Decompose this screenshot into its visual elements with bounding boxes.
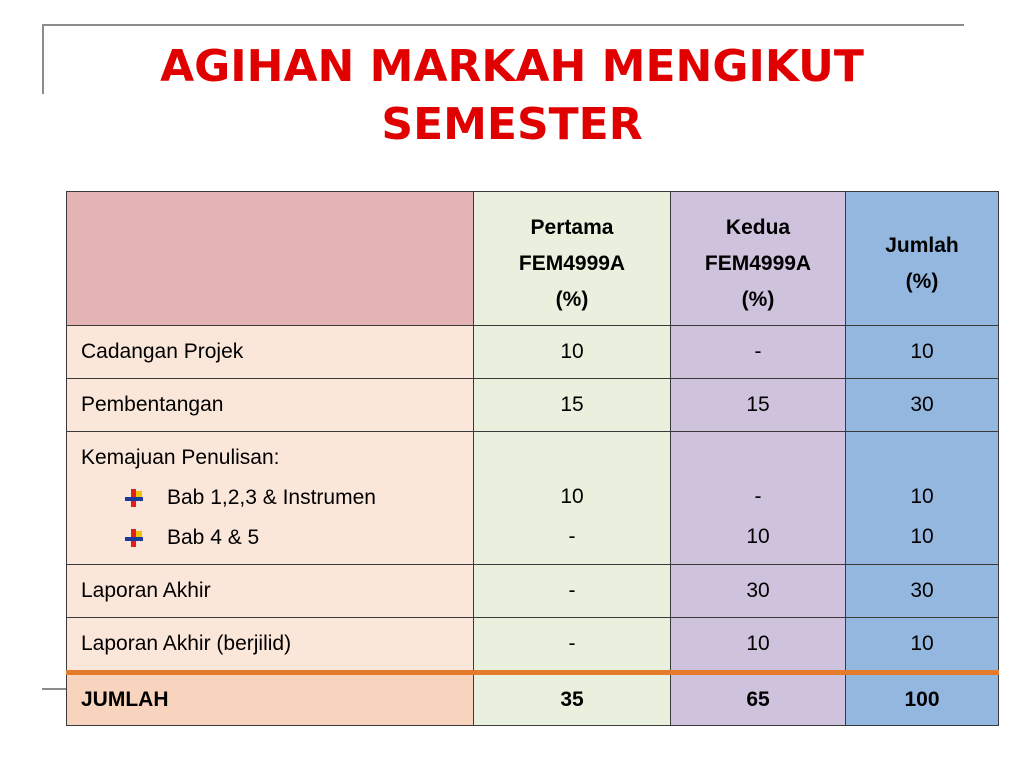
row-value-pertama: - [568,525,576,548]
row-label: Pembentangan [67,379,474,432]
slide-title-line1: AGIHAN MARKAH MENGIKUT [160,41,864,92]
header-pertama-line3: (%) [555,287,589,311]
header-kedua-line3: (%) [741,287,775,311]
header-jumlah-line1: Jumlah [885,233,959,257]
sub-item-bab-4-5 [81,518,473,558]
row-value-jumlah: 10 [846,326,999,379]
row-values-kedua [671,432,846,565]
slide-frame-left-line [42,24,44,94]
row-label: Cadangan Projek [67,326,474,379]
total-value-kedua: 65 [671,673,846,726]
row-value-jumlah: 10 [910,525,934,548]
row-value-pertama: 10 [560,485,584,508]
total-value-jumlah: 100 [846,673,999,726]
row-value-kedua: 30 [671,565,846,618]
header-pertama-line2: FEM4999A [518,251,626,275]
header-kedua-line1: Kedua [725,215,791,239]
slide-frame-top-line [42,24,964,26]
table-row-laporan-akhir [67,565,999,618]
row-value-kedua: - [754,485,762,508]
row-value-pertama: - [474,565,671,618]
row-values-jumlah [846,432,999,565]
header-pertama [474,192,671,326]
row-values-pertama [474,432,671,565]
header-jumlah-line2: (%) [905,269,939,293]
sub-item-label: Bab 4 & 5 [167,526,260,549]
slide-title [100,38,924,154]
table-row-laporan-akhir-berjilid [67,618,999,673]
sub-item-label: Bab 1,2,3 & Instrumen [167,486,376,509]
total-label: JUMLAH [67,673,474,726]
bullet-icon [125,489,145,507]
header-kedua [671,192,846,326]
row-value-kedua: - [671,326,846,379]
header-pertama-line1: Pertama [530,215,614,239]
header-kedua-line2: FEM4999A [704,251,812,275]
row-value-jumlah: 10 [846,618,999,673]
row-value-jumlah: 30 [846,379,999,432]
row-value-pertama: - [474,618,671,673]
header-jumlah [846,192,999,326]
row-label: Kemajuan Penulisan: [81,446,280,469]
row-label: Laporan Akhir [67,565,474,618]
row-value-jumlah: 30 [846,565,999,618]
slide-title-line2: SEMESTER [381,99,643,150]
row-value-kedua: 10 [671,618,846,673]
row-label: Laporan Akhir (berjilid) [67,618,474,673]
table-row-cadangan-projek [67,326,999,379]
table-row-jumlah-total [67,673,999,726]
sub-item-bab-1-2-3 [81,478,473,518]
marks-table [66,191,999,726]
table-row-pembentangan [67,379,999,432]
total-value-pertama: 35 [474,673,671,726]
bullet-icon [125,529,145,547]
header-empty-cell [67,192,474,326]
row-value-jumlah: 10 [910,485,934,508]
table-row-kemajuan-penulisan [67,432,999,565]
row-value-kedua: 15 [671,379,846,432]
header-row [67,192,999,326]
row-value-pertama: 10 [474,326,671,379]
row-label-group [67,432,474,565]
row-value-kedua: 10 [746,525,770,548]
row-value-pertama: 15 [474,379,671,432]
